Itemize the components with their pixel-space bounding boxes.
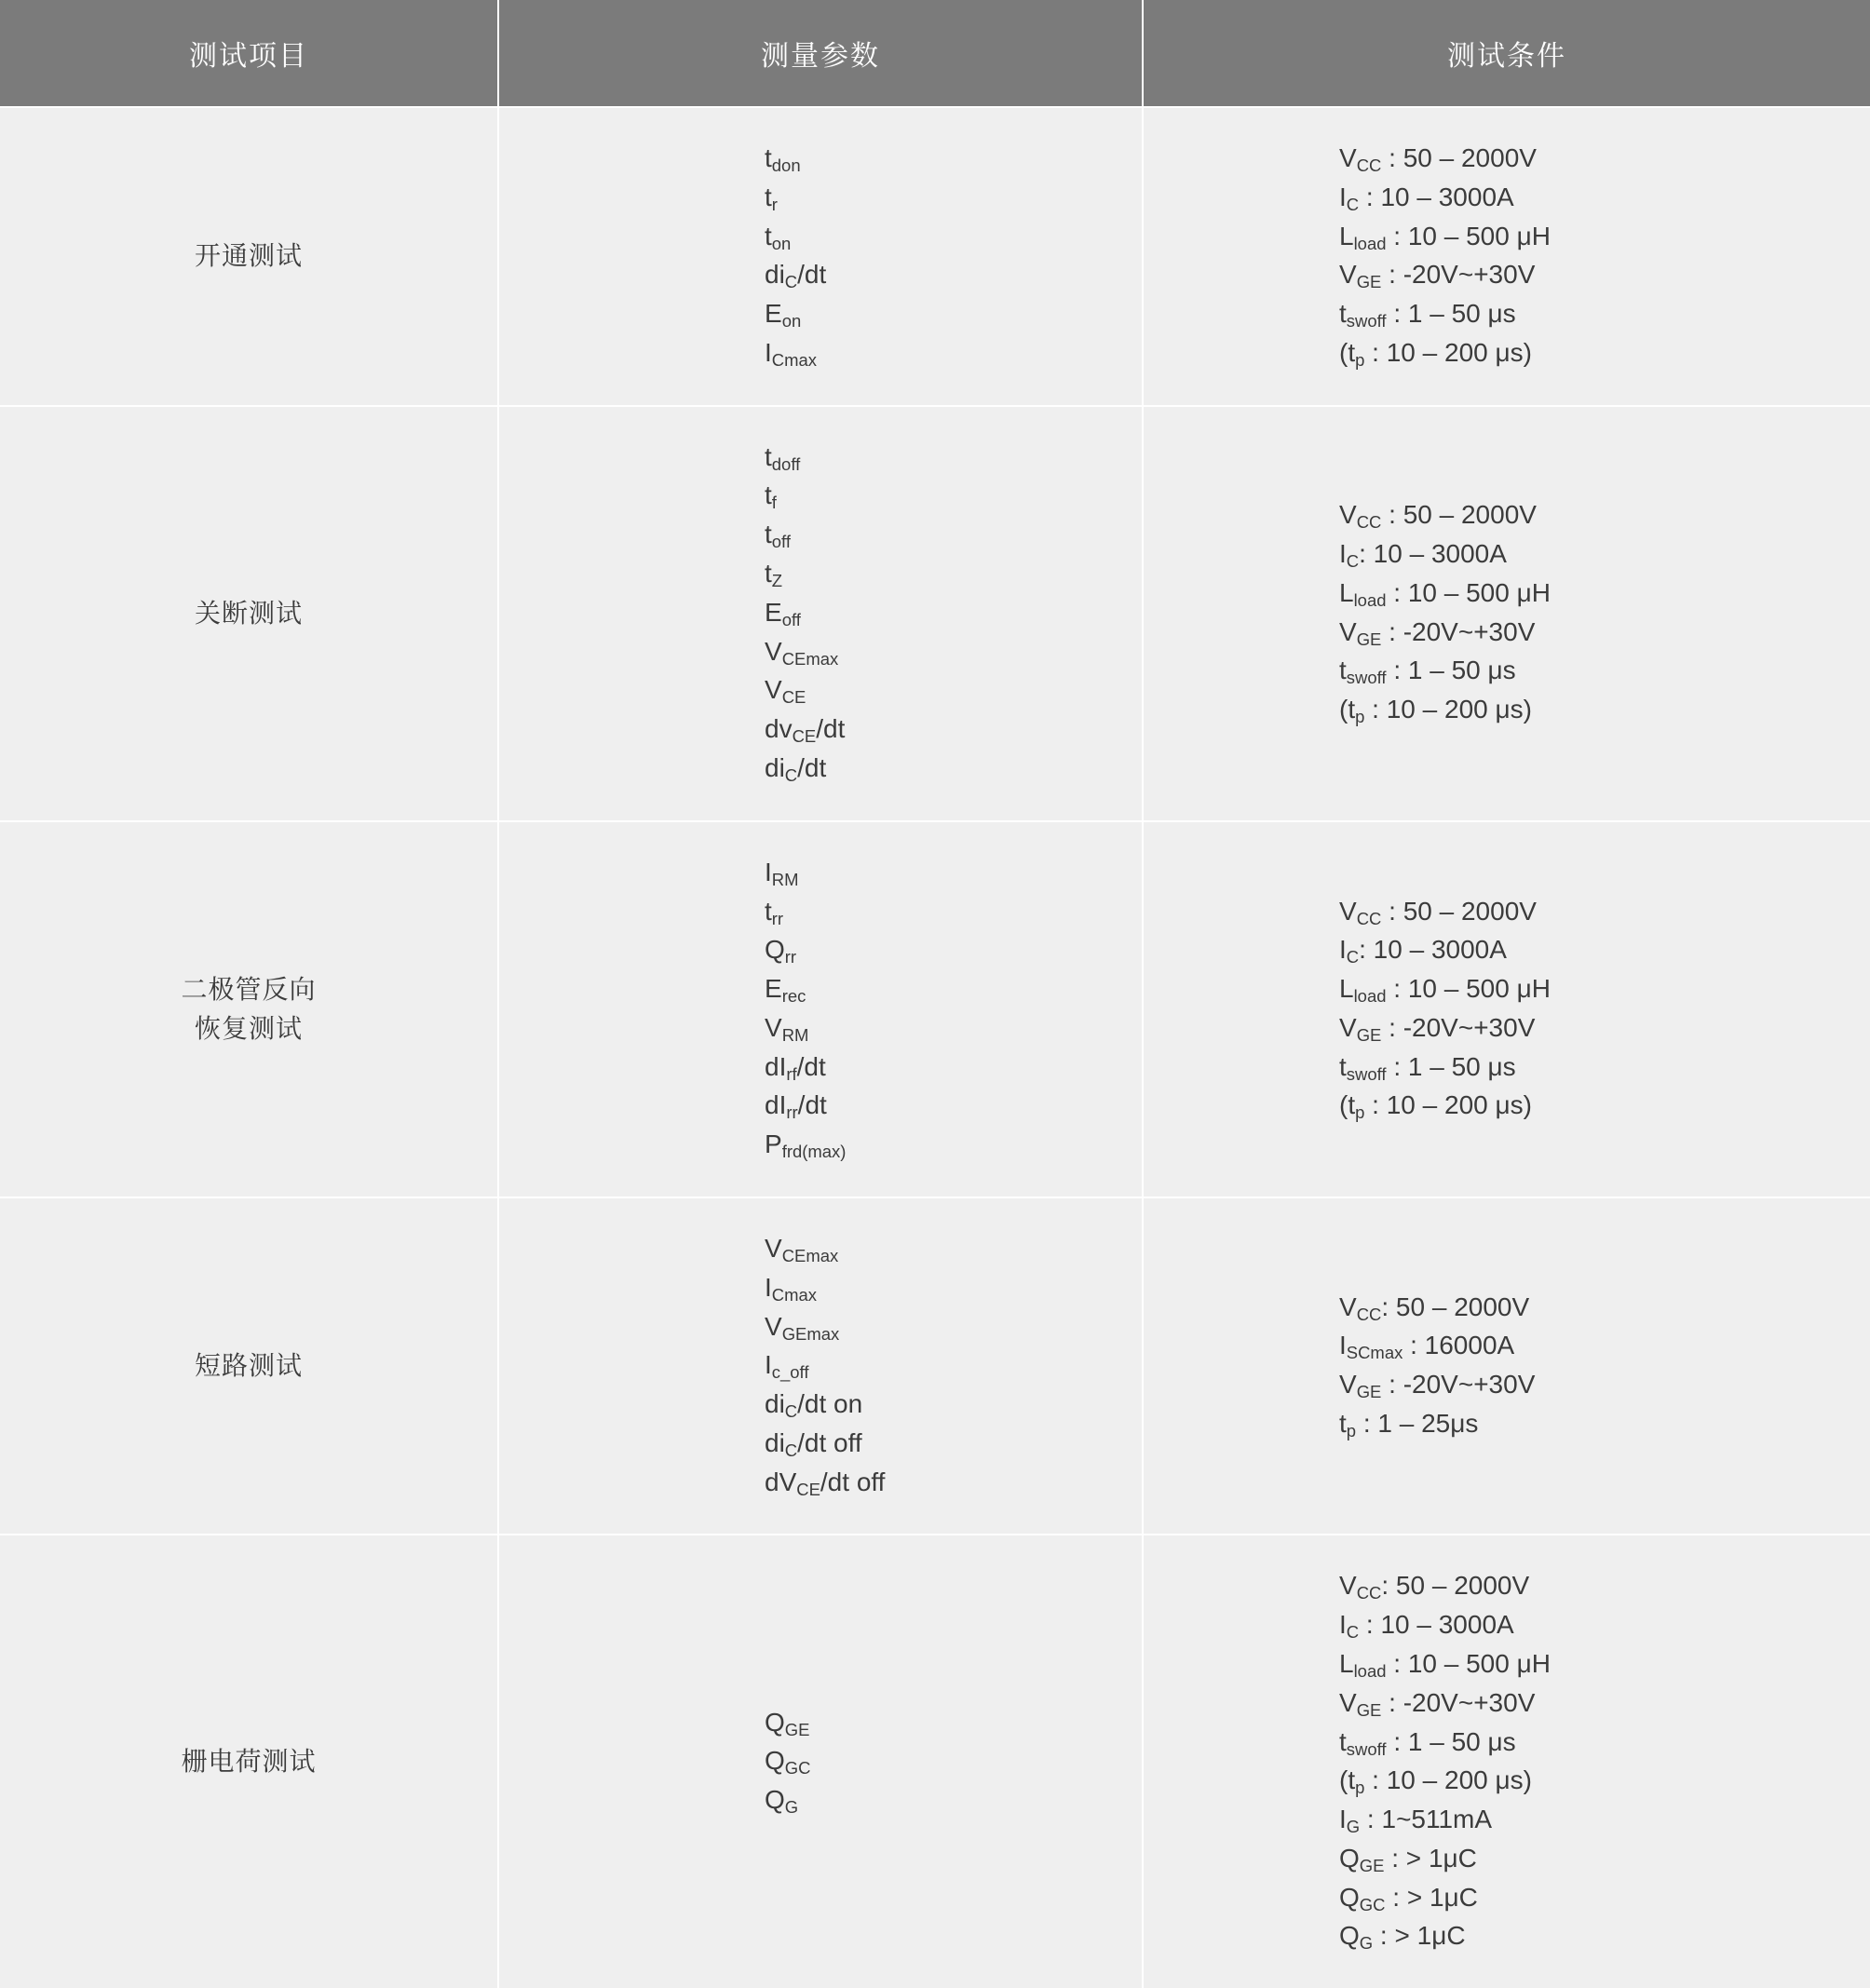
parameter-line: $t_f$ (765, 480, 777, 513)
parameter-line: $Q_{GE}$ (765, 1707, 810, 1739)
test-item-line: 栅电荷测试 (181, 1747, 317, 1777)
parameter-line: $V_{CE}$ (765, 675, 806, 708)
parameter-list (765, 1704, 810, 1820)
parameter-line: $E_{rec}$ (765, 974, 806, 1007)
cell-test-conditions (1143, 107, 1870, 406)
cell-test-conditions (1143, 1197, 1870, 1535)
condition-line: $L_{load}$ : 10 – 500 μH (1339, 577, 1551, 611)
parameter-line: $Q_{GC}$ (765, 1746, 811, 1778)
test-item-line: 恢复测试 (194, 1013, 303, 1043)
cell-test-conditions (1143, 406, 1870, 821)
parameter-line: $I_{Cmax}$ (765, 1272, 818, 1305)
condition-line: $I_C$: 10 – 3000A (1339, 935, 1507, 967)
table-body (0, 107, 1870, 1988)
condition-line: $I_C$ : 10 – 3000A (1339, 182, 1514, 214)
parameter-line: $dI_{rf}/dt$ (765, 1051, 826, 1084)
condition-line: $V_{CC}$: 50 – 2000V (1339, 1571, 1530, 1603)
parameter-line: $di_C/dt$ (765, 260, 827, 292)
condition-line: $t_p$ : 1 – 25μs (1339, 1408, 1479, 1441)
table-row (0, 406, 1870, 821)
condition-line: $V_{GE}$ : -20V~+30V (1339, 260, 1536, 292)
parameter-line: $P_{frd(max)}$ (765, 1129, 847, 1162)
condition-line: $I_C$: 10 – 3000A (1339, 539, 1507, 572)
parameter-line: $V_{RM}$ (765, 1012, 809, 1046)
parameter-line: $I_{RM}$ (765, 857, 799, 889)
condition-line: $V_{CC}$: 50 – 2000V (1339, 1292, 1530, 1324)
parameter-line: $t_Z$ (765, 559, 783, 591)
condition-line: $t_{swoff}$ : 1 – 50 μs (1339, 1726, 1516, 1759)
parameter-line: $V_{CEmax}$ (765, 636, 839, 669)
condition-line: ($t_p$ : 10 – 200 μs) (1339, 1090, 1532, 1123)
parameter-list (765, 1230, 885, 1502)
parameter-line: $t_r$ (765, 182, 778, 214)
cell-test-conditions (1143, 821, 1870, 1197)
parameter-line: $dv_{CE}/dt$ (765, 714, 846, 747)
cell-test-item (0, 1535, 498, 1988)
cell-measured-parameters (498, 107, 1143, 406)
condition-line: ($t_p$ : 10 – 200 μs) (1339, 1765, 1532, 1798)
parameter-list (765, 439, 845, 789)
test-item-line: 二极管反向 (181, 974, 317, 1004)
parameter-line: $t_{off}$ (765, 520, 791, 552)
parameter-line: $t_{don}$ (765, 143, 801, 176)
parameter-line: $t_{doff}$ (765, 441, 801, 474)
parameter-list (765, 854, 846, 1165)
test-item-line: 关断测试 (194, 598, 303, 628)
condition-list (1339, 1567, 1551, 1956)
parameter-line: $I_{Cmax}$ (765, 337, 818, 371)
condition-line: $L_{load}$ : 10 – 500 μH (1339, 1649, 1551, 1682)
condition-line: $I_{SCmax}$ : 16000A (1339, 1331, 1515, 1363)
table-row (0, 107, 1870, 406)
parameter-line: $t_{rr}$ (765, 896, 784, 928)
cell-test-item (0, 107, 498, 406)
parameter-line: $dV_{CE}/dt$ off (765, 1467, 886, 1499)
condition-line: $V_{GE}$ : -20V~+30V (1339, 616, 1536, 649)
condition-line: $V_{CC}$ : 50 – 2000V (1339, 896, 1537, 928)
column-header-test-item: 测试项目 (0, 0, 498, 107)
parameter-line: $di_C/dt$ on (765, 1389, 863, 1422)
parameter-line: $V_{CEmax}$ (765, 1233, 839, 1266)
parameter-line: $di_C/dt$ (765, 752, 827, 786)
parameter-line: $E_{on}$ (765, 299, 802, 331)
condition-list (1339, 1289, 1535, 1444)
cell-test-item (0, 821, 498, 1197)
cell-measured-parameters (498, 1197, 1143, 1535)
table-row (0, 1197, 1870, 1535)
parameter-line: $I_{c\_off}$ (765, 1350, 809, 1383)
table-row (0, 1535, 1870, 1988)
parameter-line: $V_{GEmax}$ (765, 1311, 840, 1344)
condition-line: $Q_{GC}$ : > 1μC (1339, 1882, 1478, 1914)
column-header-measured-parameters: 测量参数 (498, 0, 1143, 107)
condition-line: $t_{swoff}$ : 1 – 50 μs (1339, 1051, 1516, 1084)
condition-line: ($t_p$ : 10 – 200 μs) (1339, 695, 1532, 727)
condition-list (1339, 140, 1551, 373)
condition-line: $I_C$ : 10 – 3000A (1339, 1610, 1514, 1643)
condition-line: $L_{load}$ : 10 – 500 μH (1339, 974, 1551, 1007)
condition-line: $V_{GE}$ : -20V~+30V (1339, 1370, 1536, 1402)
condition-line: $V_{CC}$ : 50 – 2000V (1339, 500, 1537, 533)
cell-measured-parameters (498, 1535, 1143, 1988)
cell-test-conditions (1143, 1535, 1870, 1988)
parameter-line: $E_{off}$ (765, 597, 801, 629)
table-header (0, 0, 1870, 107)
cell-measured-parameters (498, 406, 1143, 821)
table-header-row (0, 0, 1870, 107)
table-row (0, 821, 1870, 1197)
condition-line: $I_G$ : 1~511mA (1339, 1805, 1493, 1837)
condition-line: $t_{swoff}$ : 1 – 50 μs (1339, 656, 1516, 688)
condition-line: $V_{GE}$ : -20V~+30V (1339, 1012, 1536, 1046)
parameter-line: $t_{on}$ (765, 221, 792, 253)
parameter-line: $Q_{rr}$ (765, 935, 797, 967)
condition-line: $Q_{GE}$ : > 1μC (1339, 1843, 1477, 1876)
condition-list (1339, 893, 1551, 1127)
condition-line: $Q_G$ : > 1μC (1339, 1921, 1466, 1954)
parameter-line: $dI_{rr}/dt$ (765, 1090, 827, 1123)
test-item-line: 短路测试 (194, 1351, 303, 1381)
condition-line: $V_{GE}$ : -20V~+30V (1339, 1687, 1536, 1720)
condition-list (1339, 496, 1551, 730)
condition-line: $L_{load}$ : 10 – 500 μH (1339, 221, 1551, 253)
cell-test-item (0, 1197, 498, 1535)
condition-line: ($t_p$ : 10 – 200 μs) (1339, 337, 1532, 371)
condition-line: $V_{CC}$ : 50 – 2000V (1339, 143, 1537, 176)
parameter-list (765, 140, 826, 373)
parameter-line: $Q_G$ (765, 1785, 799, 1818)
parameter-line: $di_C/dt$ off (765, 1427, 862, 1461)
condition-line: $t_{swoff}$ : 1 – 50 μs (1339, 299, 1516, 331)
test-item-line: 开通测试 (194, 241, 303, 271)
cell-measured-parameters (498, 821, 1143, 1197)
cell-test-item (0, 406, 498, 821)
column-header-test-conditions: 测试条件 (1143, 0, 1870, 107)
